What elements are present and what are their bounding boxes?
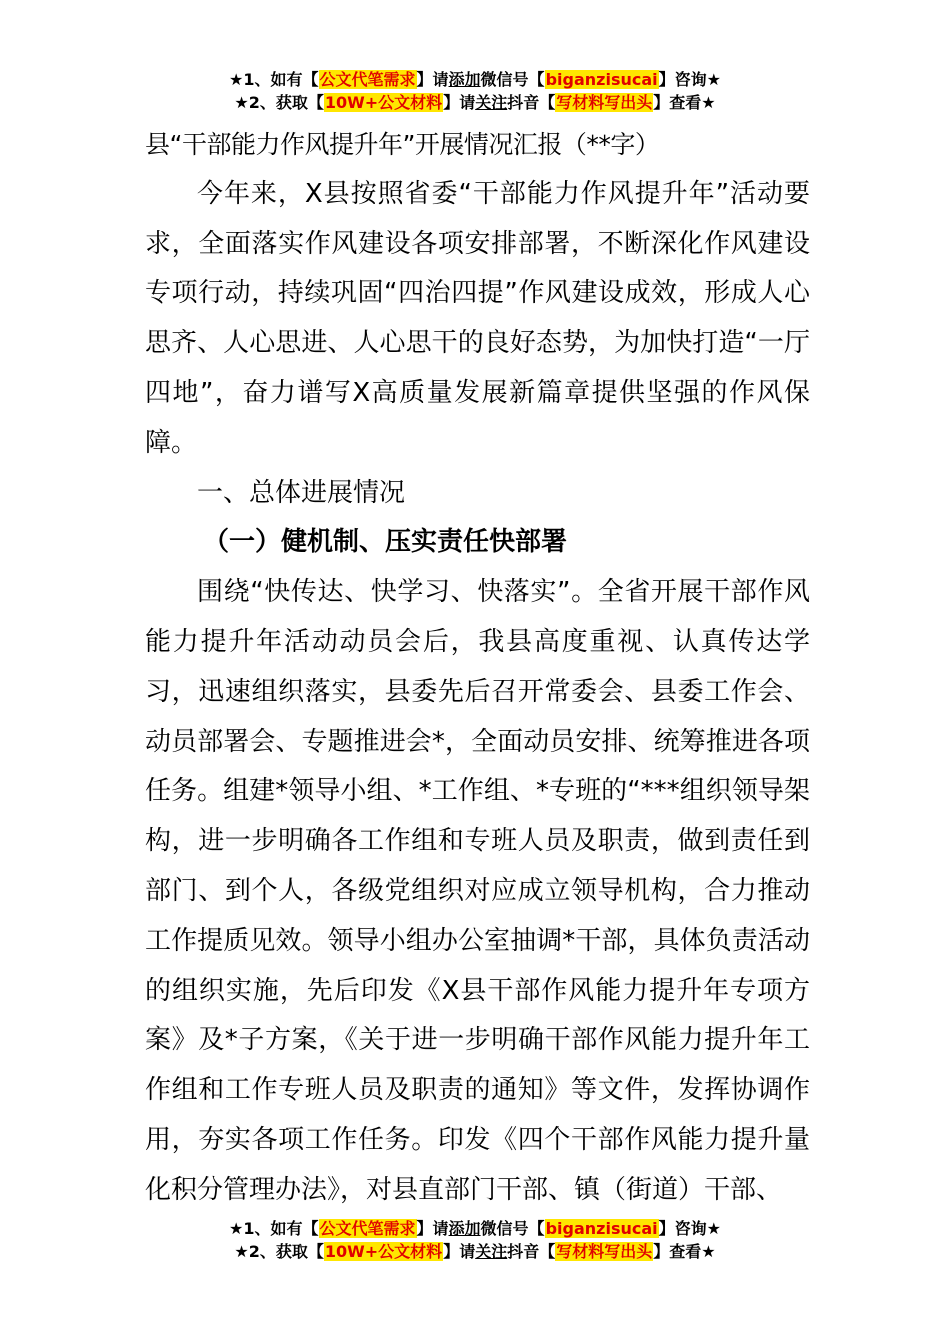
body-paragraph: 围绕“快传达、快学习、快落实”。全省开展干部作风能力提升年活动动员会后，我县高度重视、认真传达学习，迅速组织落实，县委先后召开常委会、县委工作会、动员部署会、专题推进会*，全面动员安排、统筹推进各项任务。组建*领导小组、*工作组、*专班的“***组织领导架构，进一步明确各工作组和专班人员及职责，做到责任到部门、到个人，各级党组织对应成立领导机构，合力推动工作提质见效。领导小组办公室抽调*干部，具体负责活动的组织实施，先后印发《X县干部作风能力提升年专项方案》及*子方案，《关于进一步明确干部作风能力提升年工作组和工作专班人员及职责的通知》等文件，发挥协调作用，夯实各项工作任务。印发《四个干部作风能力提升量化积分管理办法》，对县直部门干部、镇（街道）干部、 bbox=[145, 577, 810, 1205]
highlight-wechat-id: biganzisucai bbox=[545, 70, 658, 89]
header-banner bbox=[0, 69, 950, 115]
banner-line-2: ★2、获取【10W+公文材料】请关注抖音【写材料写出头】查看★ bbox=[234, 93, 716, 112]
highlight-wechat-id: biganzisucai bbox=[545, 1219, 658, 1238]
banner-line-1: ★1、如有【公文代笔需求】请添加微信号【biganzisucai】咨询★ bbox=[229, 1219, 721, 1238]
document-body bbox=[145, 120, 810, 1216]
highlight-service: 公文代笔需求 bbox=[319, 70, 416, 89]
highlight-materials: 10W+公文材料 bbox=[324, 93, 443, 112]
footer-banner bbox=[0, 1218, 950, 1264]
subsection-heading: （一）健机制、压实责任快部署 bbox=[203, 527, 568, 558]
highlight-materials: 10W+公文材料 bbox=[324, 1242, 443, 1261]
highlight-douyin-id: 写材料写出头 bbox=[556, 1242, 653, 1261]
section-heading: 一、总体进展情况 bbox=[197, 477, 406, 508]
intro-paragraph: 今年来，X县按照省委“干部能力作风提升年”活动要求，全面落实作风建设各项安排部署，不断深化作风建设专项行动，持续巩固“四治四提”作风建设成效，形成人心思齐、人心思进、人心思干的良好态势，为加快打造“一厅四地”，奋力谱写X高质量发展新篇章提供坚强的作风保障。 bbox=[145, 178, 810, 458]
banner-line-2: ★2、获取【10W+公文材料】请关注抖音【写材料写出头】查看★ bbox=[234, 1242, 716, 1261]
banner-line-1: ★1、如有【公文代笔需求】请添加微信号【biganzisucai】咨询★ bbox=[229, 70, 721, 89]
highlight-douyin-id: 写材料写出头 bbox=[556, 93, 653, 112]
document-title: 县“干部能力作风提升年”开展情况汇报（**字） bbox=[145, 130, 660, 159]
highlight-service: 公文代笔需求 bbox=[319, 1219, 416, 1238]
